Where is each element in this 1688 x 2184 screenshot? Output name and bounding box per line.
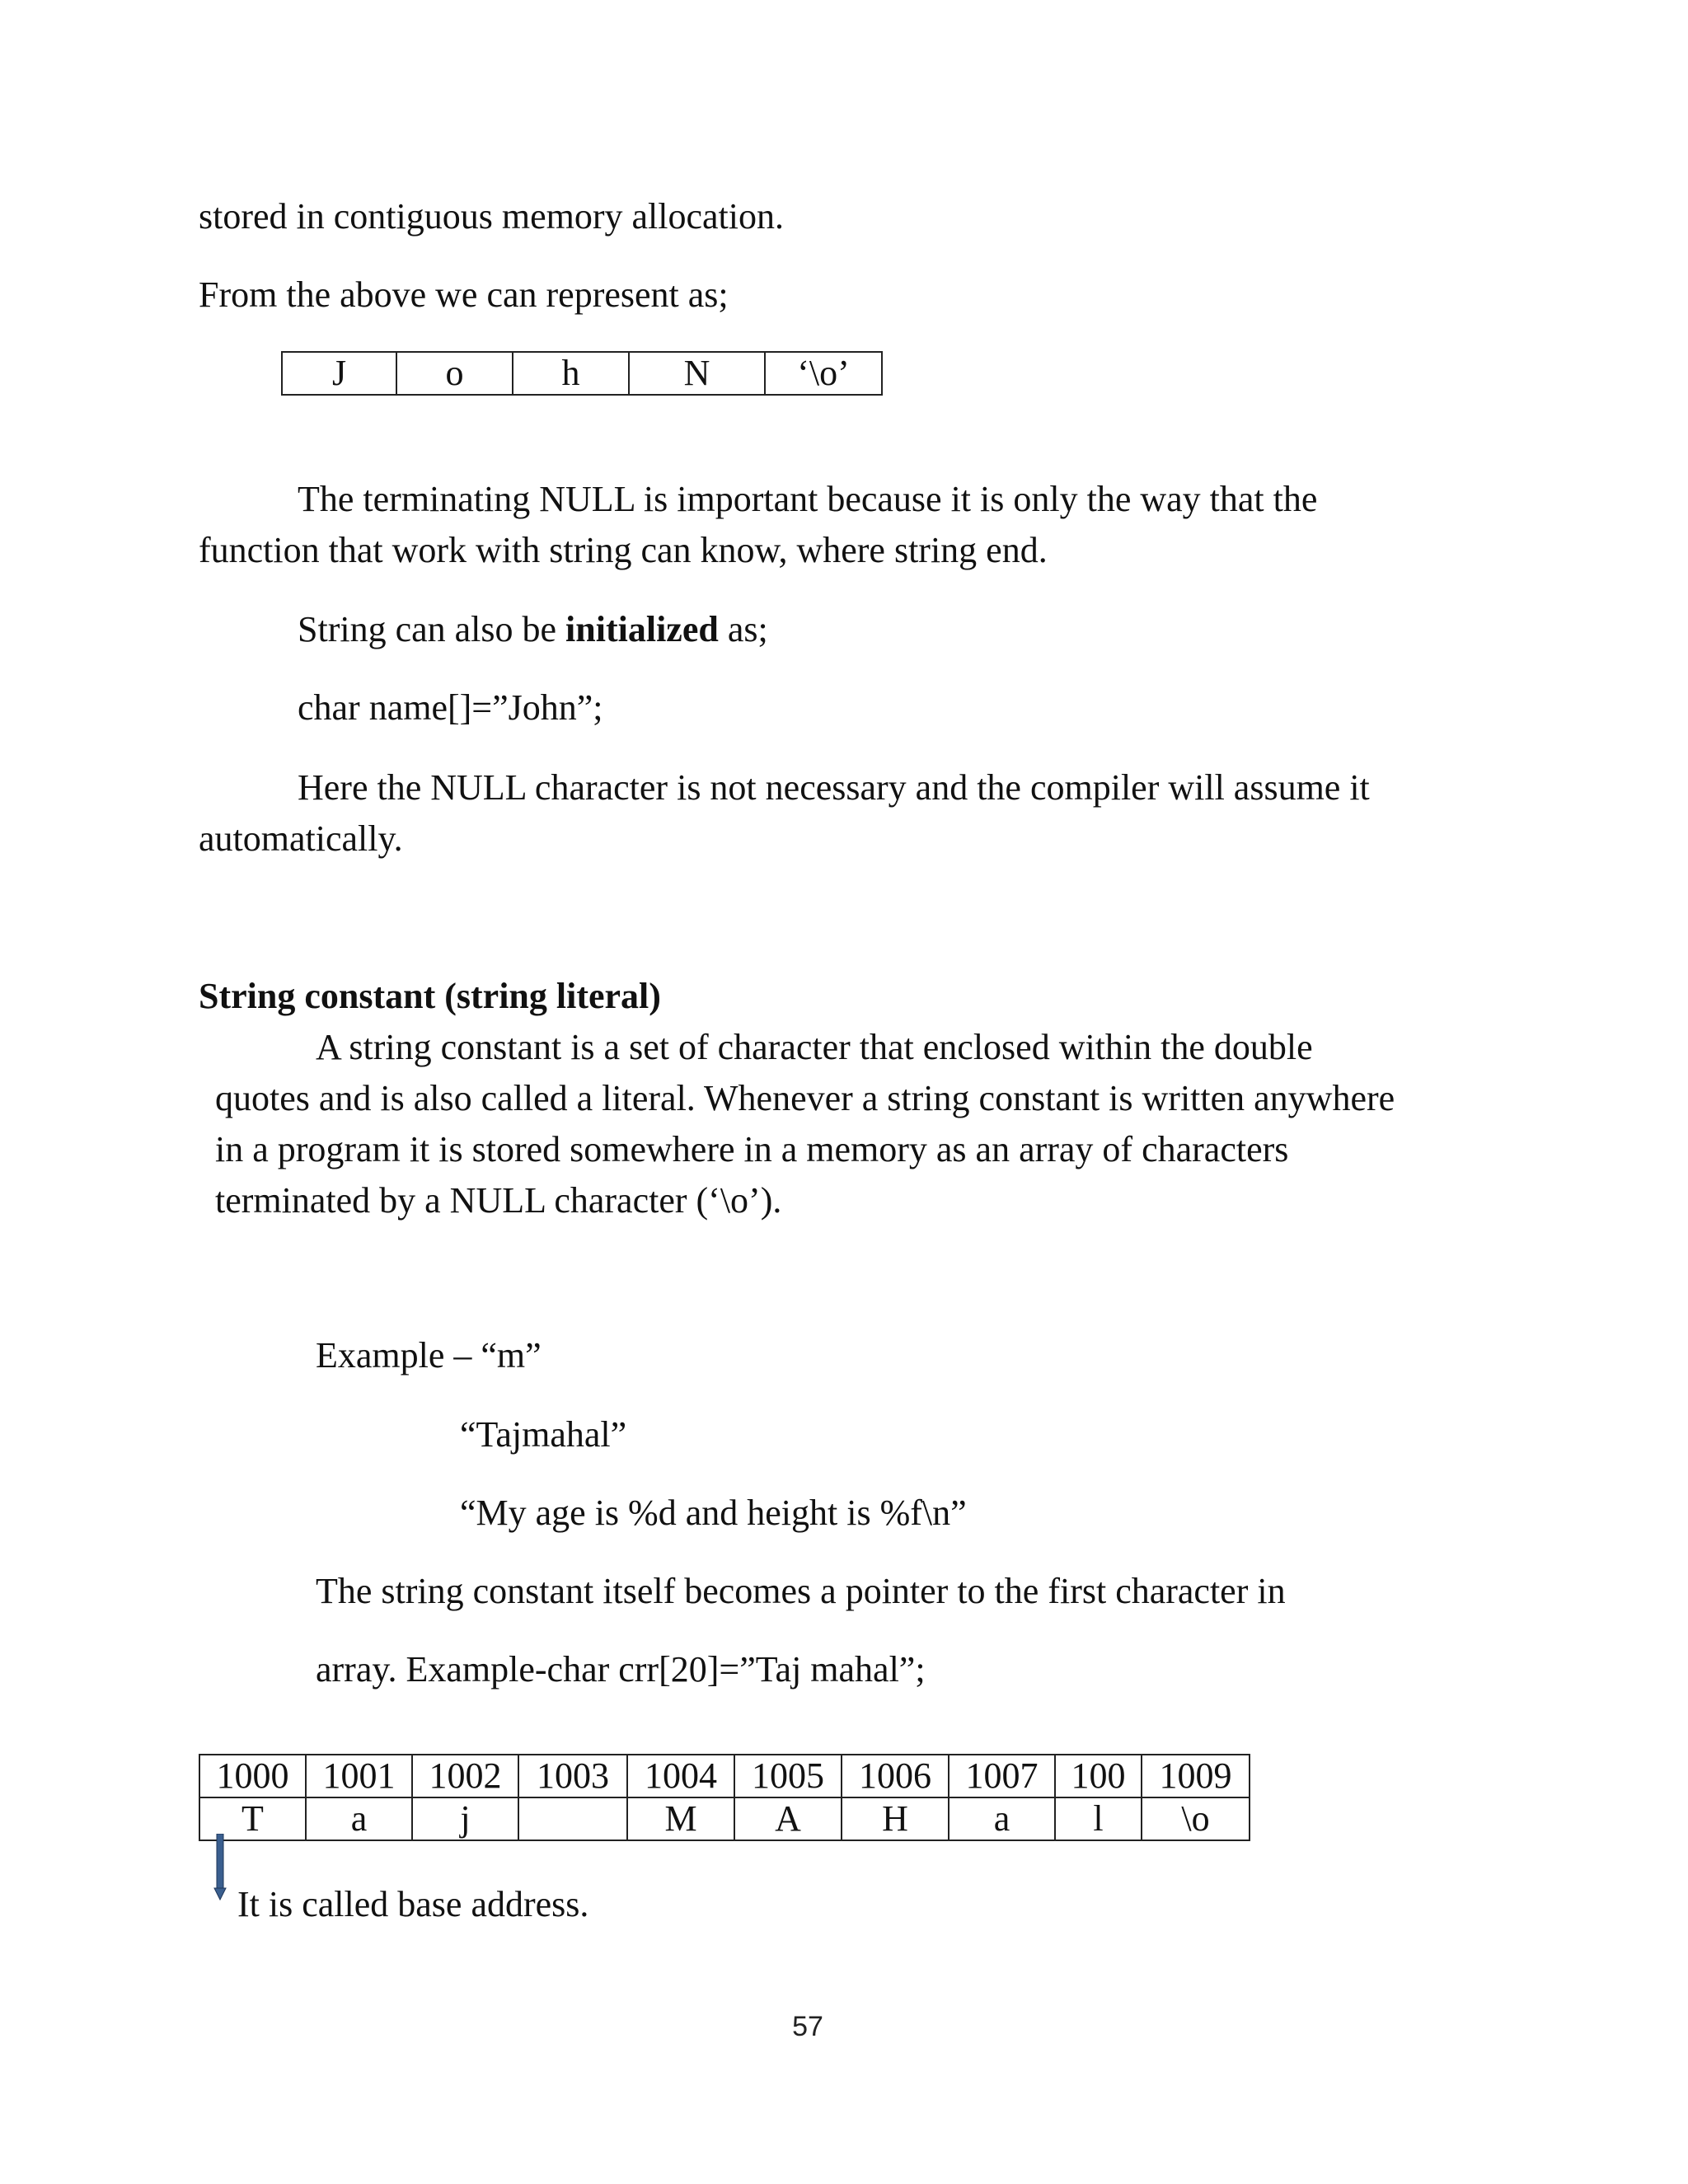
table-row-addresses (199, 1755, 1250, 1797)
char-cell (518, 1797, 627, 1840)
char-cell: j (412, 1797, 518, 1840)
text-line: array. Example-char crr[20]=”Taj mahal”; (316, 1649, 926, 1690)
address-cell: 1001 (306, 1755, 412, 1797)
john-string-table (281, 351, 883, 396)
example-line: “My age is %d and height is %f\n” (460, 1493, 967, 1533)
text-line (298, 604, 768, 655)
example-line: Example – “m” (316, 1335, 542, 1376)
char-cell: a (949, 1797, 1055, 1840)
text-line: stored in contiguous memory allocation. (199, 196, 784, 237)
address-cell: 100 (1055, 1755, 1142, 1797)
address-cell: 1000 (199, 1755, 306, 1797)
text-line: The string constant itself becomes a pointer to the first character in (316, 1571, 1286, 1611)
down-arrow-icon (213, 1834, 227, 1901)
char-cell: \o (1142, 1797, 1250, 1840)
code-line: char name[]=”John”; (298, 687, 603, 728)
text-line: A string constant is a set of character that enclosed within the double (316, 1027, 1313, 1067)
char-cell: A (734, 1797, 842, 1840)
char-cell: H (842, 1797, 949, 1840)
page-number: 57 (792, 2011, 823, 2042)
text-line: in a program it is stored somewhere in a memory as an array of characters (215, 1129, 1289, 1169)
text-line: From the above we can represent as; (199, 274, 729, 315)
char-cell: T (199, 1797, 306, 1840)
section-heading: String constant (string literal) (199, 976, 661, 1016)
address-cell: 1006 (842, 1755, 949, 1797)
address-cell: 1003 (518, 1755, 627, 1797)
text-line: Here the NULL character is not necessary and the compiler will assume it (298, 767, 1370, 808)
table-cell: J (282, 352, 396, 395)
text-line: terminated by a NULL character (‘\o’). (215, 1180, 782, 1221)
char-cell: l (1055, 1797, 1142, 1840)
text-line: function that work with string can know, where string end. (199, 530, 1048, 570)
table-cell: o (396, 352, 513, 395)
table-row-chars (199, 1797, 1250, 1840)
table-row (282, 352, 882, 395)
address-cell: 1004 (627, 1755, 734, 1797)
text-line: The terminating NULL is important because it is only the way that the (298, 479, 1318, 519)
text-span: String can also be (298, 609, 566, 649)
char-cell: a (306, 1797, 412, 1840)
table-cell: ‘\o’ (765, 352, 882, 395)
table-cell: N (629, 352, 765, 395)
bold-term: initialized (565, 609, 719, 649)
address-cell: 1002 (412, 1755, 518, 1797)
text-line: automatically. (199, 818, 403, 859)
example-line: “Tajmahal” (460, 1414, 627, 1455)
address-cell: 1005 (734, 1755, 842, 1797)
char-cell: M (627, 1797, 734, 1840)
address-cell: 1007 (949, 1755, 1055, 1797)
text-line: It is called base address. (237, 1884, 589, 1924)
table-cell: h (513, 352, 629, 395)
text-line: quotes and is also called a literal. Whenever a string constant is written anywhere (215, 1078, 1395, 1118)
memory-layout-table (199, 1754, 1250, 1841)
address-cell: 1009 (1142, 1755, 1250, 1797)
text-span: as; (718, 609, 768, 649)
